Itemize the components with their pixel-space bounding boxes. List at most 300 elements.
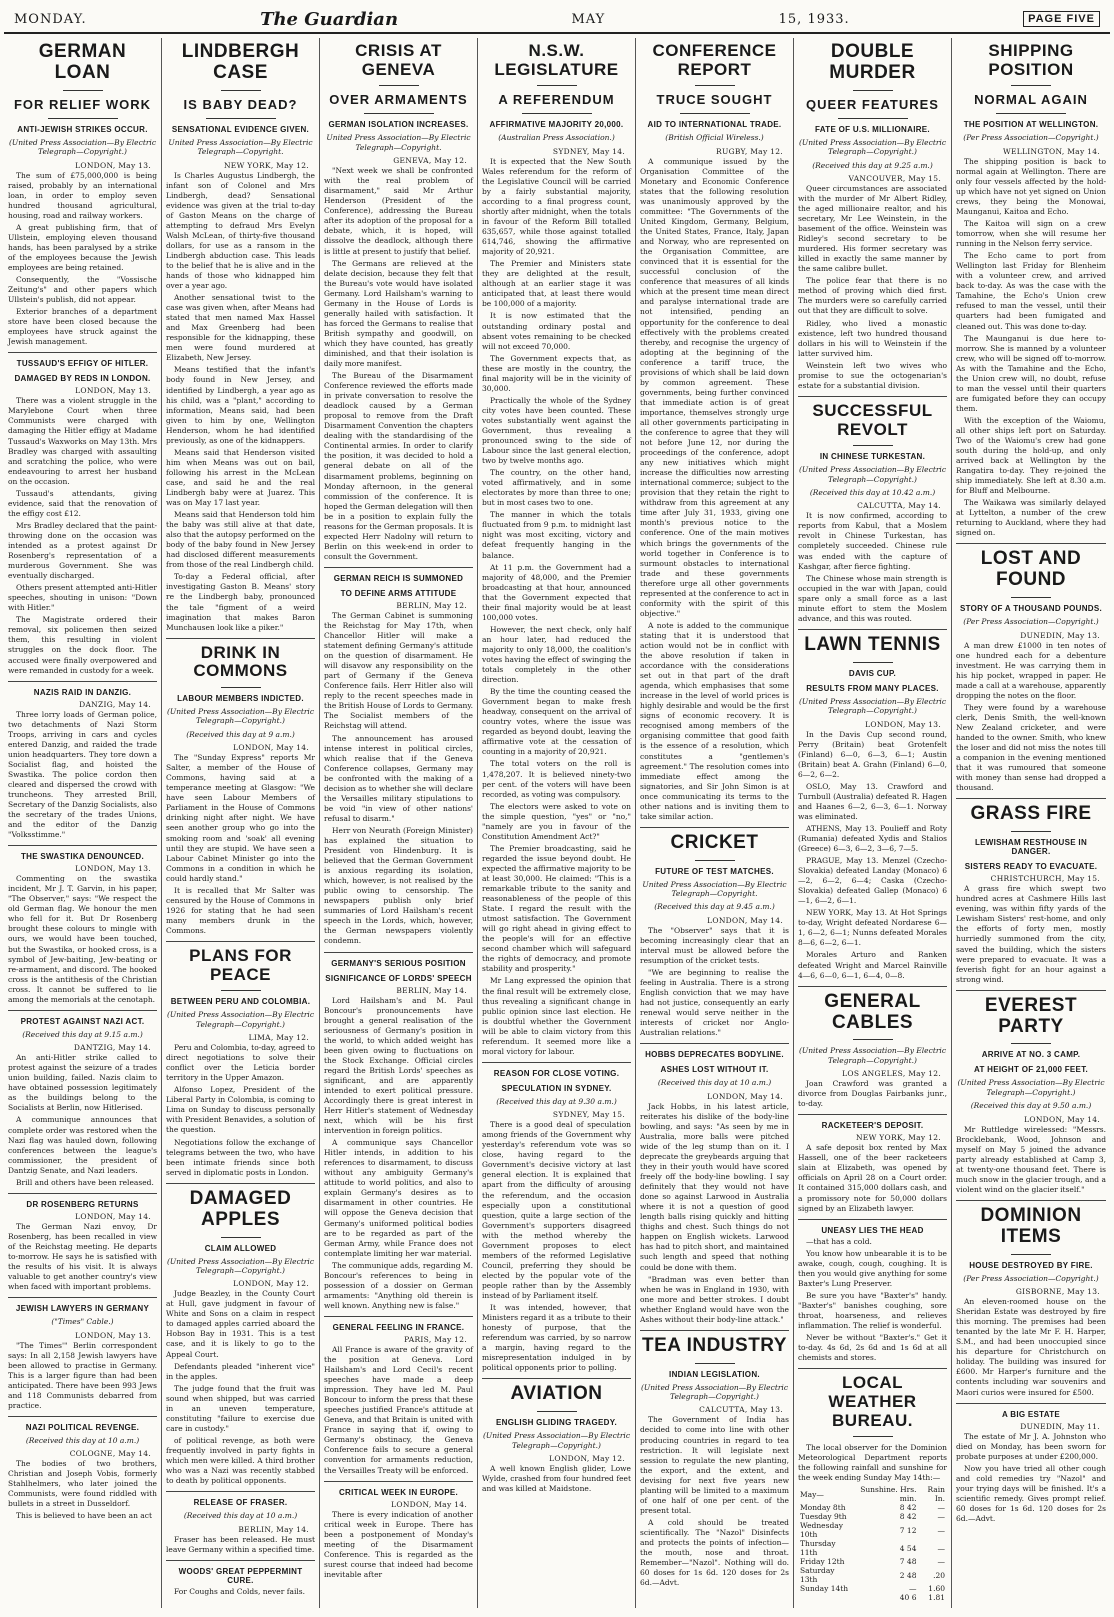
headline-divider [221,90,261,91]
weather-cell: 2 48 [899,1570,917,1580]
story-subhead-secondary: AFFIRMATIVE MAJORITY 20,000. [489,120,624,130]
story-paragraph: Joan Crawford was granted a divorce from Douglas Fairbanks junr., to-day. [798,1079,947,1109]
story-minihead: A BIG ESTATE [1001,1409,1061,1419]
weather-cell: 7 12 [899,1525,917,1535]
story-credit: (United Press Association—By Electric Telegraph—Copyright.) [798,137,947,157]
story-paragraph: A well known English glider, Lowe Wylde, crashed from four hundred feet and was killed at Maidstone. [482,1464,631,1494]
story-headline: CRISIS AT GENEVA [355,41,442,79]
story-dateline: DUNEDIN, May 11. [1020,1421,1100,1431]
weather-cell: — [937,1525,945,1535]
news-story [324,1481,473,1580]
story-minihead-secondary: SIGNIFICANCE OF LORDS' SPEECH [325,973,472,983]
weather-cell: Thursday 11th [800,1539,836,1558]
story-paragraph: The Premier and Ministers state they are delighted at the result, although at an earlier stage it was anticipated that, at least there would be 100,000 of a majority. [482,259,631,309]
headline-divider [1011,831,1051,832]
news-column [162,38,320,1608]
story-paragraph: They were found by a warehouse clerk, Denis Smith, the well-known New Zealand cricketer, and were handed to the owner. Smith, who knew the loser and did not miss the notes till a companion in the evening mentioned that it was rumoured that someone with money than sense had dropped a thousand. [956,702,1106,793]
story-paragraph: —that has a cold. [806,1236,872,1246]
story-paragraph: The Government of India has decided to come into line with other producing countries in regard to tea restriction. It will legislate next session to regulate the new planting, the export, and the extent, and devising for next five years new planting will be limited to a maximum of one half of one per cent. of the present total. [640,1415,789,1515]
news-story [166,1560,315,1597]
weather-row [798,1557,947,1566]
story-dateline: LONDON, May 13. [75,864,151,874]
story-divider [166,941,315,942]
news-story [166,941,315,1178]
news-story [482,1062,631,1374]
story-paragraph: Negotiations follow the exchange of telegrams between the two, who have been intimate friends since both served in diplomatic posts in London. [166,1137,315,1177]
story-subhead: IS BABY DEAD? [183,96,298,112]
story-credit: (United Press Association—By Electric Telegraph—Copyright.) [798,465,947,484]
story-divider [324,1316,473,1317]
story-paragraph: Another sensational twist to the case was given when, after Means had stated that men named Max Hassel and Max Greenberg had been responsible for the kidnapping, these men were found murdered at Elizabeth, New Jersey. [166,293,315,363]
headline-divider [63,90,103,91]
story-divider [798,1114,947,1115]
story-divider [798,1219,947,1220]
story-dateline: COLOGNE, May 14. [69,1449,151,1459]
story-headline: DOUBLE MURDER [829,41,916,83]
story-minihead: UNEASY LIES THE HEAD [821,1225,924,1235]
story-paragraph: Means said that Henderson visited him when Means was out on bail, following his arrest in the McLean case, and said he and the real Lindbergh baby were at Juarez. This was on May 17 last year. [166,447,315,508]
weather-cell: 1.81 [928,1593,945,1603]
story-dateline: CHRISTCHURCH, May 15. [990,874,1100,884]
story-paragraph: An eleven-roomed house on the Sheridan Estate was destroyed by fire this morning. The premises had been tenanted by the late Mr F. H. Harper, S.M., and had been unoccupied since his departure for Christchurch on holiday. The building was insured for £600. Mr Harper's furniture and the contents including war souvenirs and Maori curios were insured for £500. [956,1297,1106,1397]
news-story [166,1491,315,1554]
weather-cell: — [937,1512,945,1522]
news-story [8,1297,157,1411]
story-subhead: TRUCE SOUGHT [656,92,773,108]
story-paragraph: Ridley, who lived a monastic existence, left two hundred thousand dollars in his will to Weinstein if the latter survived him. [798,318,947,358]
headline-divider [695,860,735,861]
story-credit: (United Press Association—By Electric Telegraph—Copyright.) [166,707,315,726]
story-paragraph: The local observer for the Dominion Meteorological Department reports the following rainfall and sunshine for the week ending Sunday May 14th:— [798,1443,947,1483]
news-story [166,638,315,936]
weather-cell: Sunshine. Hrs. min. [860,1485,917,1504]
story-paragraph: The "Observer" says that it is becoming increasingly clear that an interval must be allowed before the resumption of the cricket tests. [640,925,789,965]
story-divider [798,629,947,630]
news-story [798,986,947,1110]
story-credit: (Per Press Association—Copyright.) [963,1273,1099,1283]
story-divider [956,1200,1106,1201]
story-paragraph: Weinstein left two wives who promise to sue the octogenarian's estate for a substantial division. [798,360,947,390]
story-dateline: LOS ANGELES, May 12. [842,1069,941,1079]
story-paragraph: It was intended, however, that Ministers regard it as a tribute to their honesty of purpose, that the referendum was carried, by so narrow a margin, having regard to the misrepresentation indulged in by political opponents prior to polling. [482,1303,631,1373]
story-subhead-secondary: LABOUR MEMBERS INDICTED. [177,694,304,704]
story-paragraph: A safe deposit box rented by Max Hassell, one of the beer racketeers slain at Elizabeth, was opened by officials on April 28 on a Court order. It contained 315,000 dollars cash, and a promissory note for 50,000 dollars signed by an Elizabeth lawyer. [798,1143,947,1213]
story-received-time: (Received this day at 9.25 a.m.) [812,160,933,170]
news-story [798,396,947,624]
story-dateline: NEW YORK, May 12. [223,160,309,170]
story-paragraph: Mr Ruttledge wirelessed: "Messrs. Brocklebank, Wood, Johnson and myself on May 5 joined the advance party already established at Camp 3, at twenty-one thousand feet. There is much snow in the glacier trough, and a violent wind on the glacier itself." [956,1124,1106,1194]
story-subhead-secondary: DAVIS CUP. [848,668,897,678]
story-minihead: GERMAN REICH IS SUMMONED [333,573,464,583]
story-paragraph: The Chinese whose main strength is occupied in the war with Japan, could spare only a small force as a last minute effort to stem the Moslem advance, and this was routed. [798,573,947,623]
story-paragraph: An anti-Hitler strike called to protest against the seizure of a trades union building, failed. Nazis claim to have obtained possession legitimately as the buildings belong to the Socialists at Berlin, now Hitlerised. [8,1053,157,1113]
story-credit: (Received this day at 9.15 a.m.) [22,1029,143,1039]
story-credit: (Received this day at 10 a.m.) [183,1511,298,1521]
story-minihead-secondary: ASHES LOST WITHOUT IT. [660,1065,769,1075]
news-column [636,38,794,1608]
subhead-divider [522,113,592,114]
story-credit: (United Press Association—By Electric Telegraph—Copyright.) [957,1078,1105,1097]
story-paragraph: A communique says Chancellor Hitler intends, in addition to his references to disarmament, to discuss without any ambiguity Germany's attitude to world politics, and also to explain Germany's desires as to disarmament in other countries. He will oppose the Geneva decision that Germany's uniformed political bodies are to be regarded as part of the German Army, while France does not contemplate limiting her war material. [324,1138,473,1258]
story-paragraph: The announcement has aroused intense interest in political circles, which realise that if the Geneva Conference collapses, Germany may be confronted with the making of a decision as to whether she will declare the Versailles military stipulations to be void "in view of other nations' refusal to disarm." [324,733,473,823]
story-paragraph: Consequently, the "Vossische Zeitung's" and other papers which Ullstein's publish, did not appear. [8,275,157,305]
story-paragraph: Defendants pleaded "inherent vice" in the apples. [166,1361,315,1381]
story-divider [640,827,789,828]
story-divider [166,1560,315,1561]
story-paragraph: A grass fire which swept two hundred acres at Cashmere Hills last evening, was within fifty yards of the Lewisham Sisters' rest-home, and only the efforts of forty men, mostly hurriedly summoned from the city, saved the building, which the sisters were prepared to evacuate. It was a feverish fight for an hour against a strong wind. [956,884,1106,984]
story-credit: (Australian Press Association.) [498,133,615,143]
story-headline: LAWN TENNIS [804,633,941,655]
story-paragraph: A note is added to the communique stating that it is understood that action would not be in conflict with the above resolution if taken in accordance with the considerations set out in that part of the draft agenda, which emphasises that some increase in the level of world prices is highly desirable and would be the first signs of economic recovery. It is recognised among members of the organising committee that good faith is the essence of a resolution, which constitutes a "gentlemen's agreement." The resolution comes into immediate effect among the signatories, and Sir John Simon is at once communicating its terms to the other nations and is inviting them to take similar action. [640,620,789,821]
subhead-divider [206,118,276,119]
story-headline: DRINK IN COMMONS [193,642,288,681]
headline-divider [1011,1254,1051,1255]
story-paragraph: There is a good deal of speculation among friends of the Government why yesterday's referendum vote was so close, having regard to the Government's decisive victory at last general election. It is explained that apart from the difficulty of arousing the referendum, and the occasion especially upon a constitutional question, quite a large section of the Government's supporters disagreed with the method whereby the Government proposes to elect members of the reformed Legislative Council, preferring they should be elected by the popular vote of the people rather than by the Assembly instead of by Parliament itself. [482,1120,631,1300]
story-subhead: NORMAL AGAIN [974,92,1088,108]
headline-divider [379,85,419,86]
story-paragraph: Peru and Colombia, to-day, agreed to direct negotiations to solve their conflict over the Leticia border territory in the Upper Amazon. [166,1043,315,1083]
story-divider [8,1416,157,1417]
story-dateline: DANTZIG, May 14. [73,1043,151,1053]
weather-cell: — [937,1503,945,1513]
story-credit: United Press Association—By Electric Telegraph—Copyright. [168,137,313,157]
story-subhead: OVER ARMAMENTS [329,92,468,108]
story-paragraph: The Magistrate ordered their removal, six policemen then seized them, this resulting in violent struggles on the dock floor. The accused were finally overpowered and were remanded in custody for a week. [8,615,157,675]
masthead-paper-title: The Guardian [260,8,399,30]
story-paragraph: "We are beginning to realise the feeling in Australia. There is a strong English conviction that we may have had not justice, consequently an early renewal would serve neither in the interests of cricket nor Anglo-Australian relations." [640,968,789,1038]
weather-cell: 1.60 [928,1584,945,1594]
story-dateline: LONDON, May 13. [865,719,941,729]
news-story [640,1330,789,1588]
weather-cell: — [908,1584,917,1594]
weather-cell: Friday 12th [800,1557,845,1567]
story-paragraph: Means testified that the infant's body found in New Jersey, and identified by Lindbergh, a year ago as his child, was a "plant," according to information, Means said, had been given to him by one, Wellington Henderson, whom he had identified previously, as one of the kidnappers. [166,365,315,445]
story-minihead: TUSSAUD'S EFFIGY OF HITLER. [16,359,149,369]
story-paragraph: The German Cabinet is summoning the Reichstag for May 17th, when Chancellor Hitler will make a statement defining Germany's attitude on the question of disarmament. He will disavow any responsibility on the part of Germany if the Geneva Conference fails. Herr Hitler also will reply to the recent speeches made in the British House of Lords to Germany. The Socialist members of the Reichstag will attend. [324,610,473,731]
story-minihead: CRITICAL WEEK IN EUROPE. [338,1487,459,1497]
news-story [798,42,947,391]
story-subhead: FOR RELIEF WORK [13,96,152,112]
weather-cell: Tuesday 9th [800,1512,847,1522]
story-subhead-secondary: INDIAN LEGISLATION. [669,1369,760,1379]
news-story [324,42,473,562]
story-divider [956,990,1106,991]
story-dateline: DANZIG, May 14. [79,699,151,709]
story-dateline: GISBORNE, May 13. [1015,1287,1100,1297]
story-paragraph: Herr von Neurath (Foreign Minister) has explained the situation to President von Hindenburg. It is believed that the German Government is anxious regarding its isolation, which, however, is not realised by the public owing to censorship. The newspapers publish only brief summaries of Lord Hailsham's recent speech in the Lords, which, however, the German newspapers violently condemn. [324,825,473,946]
news-column [4,38,162,1608]
story-paragraph: The Maunganui is due here to-morrow. She is manned by a volunteer crew, who will be signed off to-morrow. As with the Tamahine and the Echo, the Union crew will, no doubt, refuse to man the vessel until their quarters are fumigated before they can occupy them. [956,333,1106,413]
story-headline: GRASS FIRE [970,803,1092,825]
story-dateline: CALCUTTA, May 13. [699,1405,783,1415]
story-headline: CRICKET [670,831,759,853]
story-paragraph: Three lorry loads of German police, two detachments of Nazi Storm Troops, arriving in cars and cycles entered Danzig, and raided the trade union headquarters. They tore down a Socialist flag, and hoisted the Swastika. The police cordon then cleared and dispersed the crowd with truncheons. They arrested Brill, Secretary of the Danzig Socialists, also the secretary of the trades Unions, and the editor of the Danzig "Volksstimme." [8,709,157,840]
story-subhead-secondary: LEWISHAM RESTHOUSE IN DANGER. [974,838,1088,857]
story-subhead-secondary: SENSATIONAL EVIDENCE GIVEN. [171,124,310,134]
story-paragraph: "Bradman was even better than when he was in England in 1930, with one more and better strokes. I doubt whether England would have won the Ashes without their body-line attack." [640,1274,789,1324]
story-minihead: THE SWASTIKA DENOUNCED. [20,852,145,862]
news-story [956,543,1106,793]
masthead-month: MAY [571,11,606,27]
story-paragraph: The Kaitoa will sign on a crew tomorrow, when she will resume her running in the Nelson ferry service. [956,219,1106,249]
story-credit: (Received this day at 9.30 a.m.) [496,1096,617,1106]
subhead-divider [48,118,118,119]
story-received-time: (Received this day at 9 a.m.) [186,729,295,739]
story-paragraph: Practically the whole of the Sydney city votes have been counted. These votes substantially went against the Government, thus revealing a pronounced swing to the side of Labour since the last general election, two by twelve months ago. [482,395,631,466]
weather-cell: Monday 8th [800,1503,846,1513]
news-column [952,38,1110,1608]
story-paragraph: Jack Hobbs, in his latest article, reiterates his dislike of the body-line bowling, and says: "As seen by me in Australia, more balls were pitched wide of the leg stump than on it. I deprecate the greybeards arguing that they in their youth would have scored freely off the body-line bowling. I say definitely that they would not have done so against Larwood in Australia where it is not a question of good length balls rising quickly and hitting thighs and chest. Such things do not happen on English wickets. Larwood has had to pitch short, and maintained such length and speed that nothing could be done with them. [640,1101,789,1272]
weather-cell: 8 42 [899,1503,917,1513]
story-paragraph: The Bureau of the Disarmament Conference reviewed the efforts made in private conversation to resolve the deadlock caused by a German proposal to remove from the Draft Disarmament Convention the chapters dealing with the standardising of the Continental armies. In order to clarify the position, it was decided to hold a general debate on all of the disarmament problems, beginning on Monday afternoon, in the general commission of the conference. It is hoped the German delegation will then be in a position to explain fully the reasons for the German proposals. It is expected Herr Nadolny will return to Berlin on this week-end in order to consult the Government. [324,371,473,561]
story-dateline: GENEVA, May 12. [393,156,467,166]
story-minihead: NAZIS RAID IN DANZIG. [33,687,132,697]
story-subhead-secondary: AID TO INTERNATIONAL TRADE. [647,120,782,130]
story-paragraph: To-day a Federal official, after investigating Gaston B. Means' story re the Lindbergh baby, pronounced the tale "figment of a weird imagination that makes Baron Munchausen look like a piker." [166,572,315,632]
story-dateline: LONDON, May 13. [75,386,151,396]
story-paragraph: The Premier broadcasting, said he regarded the issue beyond doubt. He expected the affirmative majority to be at least 30,000. He claimed: "This is a remarkable tribute to the sanity and reasonableness of the people of this State. I regard the result with the utmost satisfaction. The Government will go right ahead in giving effect to the people's will for an effective second chamber which will safeguard the rights of democracy, and promote stability and prosperity." [482,843,631,974]
story-minihead-secondary: TO DEFINE ARMS ATTITUDE [340,588,457,598]
headline-divider [1011,597,1051,598]
story-paragraph: The manner in which the totals fluctuated from 9 p.m. to midnight last night was most exciting, victory and defeat frequently hanging in the balance. [482,510,631,560]
weather-row [798,1593,947,1602]
story-paragraph: The bodies of two brothers, Christian and Joseph Vobis, formerly Stahlhelmers, who later joined the Communists, were found riddled with bullets in a street in Dusseldorf. [8,1459,157,1509]
story-divider [8,1297,157,1298]
weather-row [798,1521,947,1539]
story-subhead-secondary: HOUSE DESTROYED BY FIRE. [969,1260,1093,1270]
weather-cell: 4 54 [899,1543,917,1553]
story-headline: GENERAL CABLES [824,990,921,1033]
story-dateline: SYDNEY, May 14. [552,146,625,156]
story-divider [8,845,157,846]
headline-divider [1011,85,1051,86]
news-story [8,1010,157,1188]
story-subhead-secondary: ENGLISH GLIDING TRAGEDY. [496,1418,617,1428]
story-paragraph: A man drew £1000 in ten notes of one hundred each for a debenture investment. He was carrying them in his hip pocket, wrapped in paper. He made a call at a warehouse, apparently dropping the notes on the floor. [956,640,1106,700]
story-paragraph: Commenting on the swastika incident, Mr J. T. Garvin, in his paper, "The Observer," says: "We respect the old German flag. We honour the men who fell for it. But Dr Rosenberg brought these colours to mingle with ours, we would have been touched, but the Swastika, or hooked cross, is a symbol of Jew-baiting, Jew-beating or re-armament, and discord. The hooked cross is the antithesis of the Christian cross. It cannot be suffered to lie among the memorials at the cenotaph. [8,874,157,1004]
news-story [8,1193,157,1292]
story-paragraph: Be sure you have "Baxter's" handy. "Baxter's" banishes coughing, sore throat, hoarseness, and relieves inflammation. The relief is wonderful. [798,1290,947,1330]
story-minihead: AT HEIGHT OF 21,000 FEET. [973,1065,1089,1075]
story-divider [798,396,947,397]
headline-divider [853,662,893,663]
subhead-divider [364,113,434,114]
story-minihead: RESULTS FROM MANY PLACES. [806,683,939,693]
news-columns [4,38,1110,1608]
weather-cell: 40 6 [899,1593,917,1603]
weather-row [798,1566,947,1584]
story-dateline: LONDON, May 14. [707,1091,783,1101]
story-paragraph: A great publishing firm, that of Ullstein, employing eleven thousand hands, has been paralysed by a strike of the employees because the Jewish employees are being retained. [8,222,157,272]
story-dateline: LONDON, May 14. [75,1211,151,1221]
story-paragraph: The communique adds, regarding M. Boncour's references to being in possession of a dossier on German armaments: "Anything old therein is well known. Anything new is false." [324,1260,473,1310]
story-minihead: DR ROSENBERG RETURNS [26,1199,139,1209]
story-headline: LOST AND FOUND [980,548,1082,591]
masthead-day: MONDAY. [14,11,87,27]
story-divider [8,352,157,353]
headline-divider [537,1411,577,1412]
story-paragraph: It is expected that the New South Wales referendum for the reform of the Legislative Council will be carried by a fairly substantial majority, according to a final progress count, shortly after midnight, when the totals in favour of the Reform Bill totalled 635,657, while those against totalled 614,746, showing the affirmative majority of 20,921. [482,156,631,257]
story-received-time: (Received this day at 9.50 a.m.) [970,1101,1092,1111]
story-dateline: LONDON, May 13. [75,1330,151,1340]
news-story [8,1416,157,1522]
story-paragraph: At 11 p.m. the Government had a majority of 48,000, and the Premier broadcasting at that hour, announced that the Government expected that their final majority would be at least 100,000 votes. [482,562,631,622]
story-divider [956,798,1106,799]
story-credit: (United Press Association—By Electric Telegraph—Copyright.) [8,137,157,157]
story-credit: (Received this day at 10 a.m.) [657,1078,772,1088]
story-paragraph: The judge found that the fruit was sound when shipped, but was carried in an uneven temperature, constituting "failure to exercise due care in custody." [166,1383,315,1433]
story-paragraph: The total voters on the roll is 1,478,207. It is believed ninety-two per cent. of the voters will have been recorded, as voting was compulsory. [482,759,631,799]
weather-row [798,1584,947,1593]
story-paragraph: Lord Hailsham's and M. Paul Boncour's pronouncements have brought a general realisation of the seriousness of Germany's position in the world, to which added weight has been given owing to fluctuations on the Stock Exchange. Official circles regard the British Lords' speeches as significant, and are apparently intended to exert political pressure. Accordingly there is great interest in Herr Hitler's statement of Wednesday next, which will be his first intervention in foreign politics. [324,995,473,1136]
story-headline: DAMAGED APPLES [189,1187,292,1230]
news-story [324,952,473,1311]
story-dateline: LONDON, May 13. [75,160,151,170]
story-minihead: GENERAL FEELING IN FRANCE. [332,1322,465,1332]
subhead-divider [996,113,1066,114]
story-divider [482,1062,631,1063]
story-paragraph: PRAGUE, May 13. Menzel (Czecho-Slovakia) defeated Landay (Monaco) 6—2, 6—2, 6—4; Caska (Czecho-Slovakia) defeated Gallep (Monaco) 6—1, 6—2, 6—1. [798,856,947,906]
story-headline: N.S.W. LEGISLATURE [494,41,619,79]
story-credit: (Per Press Association—Copyright.) [963,133,1099,143]
news-story [8,352,157,675]
story-paragraph: OSLO, May 13. Crawford and Turnbull (Australia) defeated R. Hagen and Haanes 6—2, 6—3, 6—1. Norway was eliminated. [798,781,947,821]
story-paragraph: The Germans are relieved at the delate decision, because they felt that the Bureau's vote would have isolated Germany. Lord Hailsham's warning to Germany in the House of Lords is generally hailed with satisfaction. It has forced the Germans to realise that British sympathy and goodwill, on which they have counted, has greatly diminished, and that their isolation is daily more manifest. [324,258,473,369]
story-divider [8,1010,157,1011]
story-credit: (British Official Wireless.) [665,133,764,143]
weather-cell: Saturday 13th [800,1566,835,1585]
story-dateline: BERLIN, May 14. [396,985,467,995]
story-paragraph: Alfonso Lopez, President of the Liberal Party in Colombia, is coming to Lima on Sunday to discuss personally with President Benavides, a solution of the question. [166,1085,315,1135]
weather-cell: .20 [933,1570,945,1580]
story-subhead-secondary: CLAIM ALLOWED [204,1243,277,1253]
story-divider [166,638,315,639]
story-headline: SHIPPING POSITION [988,41,1074,79]
story-paragraph: However, the next check, only half an hour later, had reduced the majority to only 18,000, the coalition's votes having the effect of swinging the totals completely in the other direction. [482,624,631,685]
weather-row [798,1512,947,1521]
story-dateline: LIMA, May 12. [248,1033,309,1043]
story-subhead-secondary: ANTI-JEWISH STRIKES OCCUR. [17,124,148,134]
story-paragraph: "Next week we shall be confronted with the real problem of disarmament," said Mr Arthur Henderson (President of the Conference), addressing the Bureau after its adoption of the proposal for a debate, which, it is hoped, will dissolve the deadlock, although there is little at present to justify that belief. [324,166,473,256]
story-divider [8,681,157,682]
weather-cell [798,1593,856,1602]
news-story [8,681,157,841]
story-subhead-secondary: BETWEEN PERU AND COLOMBIA. [170,997,311,1007]
weather-row [798,1485,947,1503]
story-credit: ("Times" Cable.) [51,1317,114,1327]
news-story [956,798,1106,984]
news-story [482,1378,631,1494]
subhead-divider [838,118,908,119]
story-headline: TEA INDUSTRY [642,1334,787,1356]
headline-divider [853,90,893,91]
weather-row [798,1539,947,1557]
weather-cell: Wednesday 10th [800,1521,843,1540]
story-dateline: NEW YORK, May 12. [855,1133,941,1143]
story-minihead: RACKETEER'S DEPOSIT. [821,1121,924,1131]
weather-cell: May— [800,1489,824,1499]
headline-divider [221,990,261,991]
news-column [478,38,636,1608]
story-paragraph: Fraser has been released. He must leave Germany within a specified time. [166,1534,315,1554]
news-story [166,1183,315,1486]
weather-cell: — [937,1557,945,1567]
story-headline: SUCCESSFUL REVOLT [812,400,933,439]
story-subhead-secondary: ARRIVE AT NO. 3 CAMP. [981,1050,1081,1060]
story-subhead-secondary: GERMAN ISOLATION INCREASES. [328,120,469,130]
news-story [8,42,157,347]
news-story [324,1316,473,1476]
story-divider [798,1368,947,1369]
story-paragraph: In the Davis Cup second round, Perry (Britain) beat Grotenfelt (Finland) 6—0, 6—3, 6—1; Austin (Britain) beat A. Grahn (Finland) 6—0, 6—2, 6—2. [798,729,947,779]
story-paragraph: Mr Lang expressed the opinion that the final result will be extremely close, thus revealing a significant change in public opinion since last election. He is doubtful whether the Government will be able to claim victory from this referendum. It seemed more like a moral victory for labour. [482,976,631,1056]
story-dateline: WELLINGTON, May 14. [1002,146,1100,156]
masthead [4,6,1110,34]
weather-cell: — [937,1543,945,1553]
story-paragraph: With the exception of the Waiomu, all other ships left port on Saturday. Two of the Waiomu's crew had gone south during the hold-up, and only arrived back at Wellington by the Rangatira to-day. They re-joined the ship immediately. She left at 8.30 a.m. for Bluff and Melbourne. [956,415,1106,496]
news-story [798,1368,947,1602]
weather-cell: Sunday 14th [800,1584,849,1594]
story-minihead: PROTEST AGAINST NAZI ACT. [20,1016,145,1026]
story-paragraph: ATHENS, May 13. Poulieff and Roty (Rumania) defeated Xydis and Stalios (Greece) 6—3, 6—2, 3—6, 7—5. [798,823,947,854]
news-story [956,1200,1106,1398]
headline-divider [1011,1043,1051,1044]
story-paragraph: The country, on the other hand, voted affirmatively, and in some electorates by more than three to one; but in most cases two to one. [482,468,631,508]
story-received-time: (Received this day at 9.45 a.m.) [654,902,775,912]
story-credit: (United Press Association—By Electric Telegraph—Copyright.) [798,696,947,716]
story-divider [640,1043,789,1044]
story-dateline: LONDON, May 12. [549,1454,625,1464]
news-story [640,1043,789,1324]
headline-divider [221,687,261,688]
news-column [794,38,952,1608]
story-subhead-secondary: THE POSITION AT WELLINGTON. [963,120,1099,130]
story-paragraph: Mrs Bradley declared that the paint-throwing done on the occasion was intended as a protest against Dr Rosenberg's representation of a murderous Government. She was eventually discharged. [8,520,157,581]
story-paragraph: The "Sunday Express" reports Mr Salter, a member of the House of Commons, having said at a temperance meeting at Glasgow: "We have seen Labour Members of Parliament in the House of Commons drinking night after night. We have seen another group who go into the smoking room and 'soak' all evening until they are stupid. We have seen a Labour Cabinet Minister go into the Commons in a condition in which he could hardly stand." [166,753,315,883]
story-minihead: WOODS' GREAT PEPPERMINT CURE. [178,1566,303,1585]
news-story [956,42,1106,538]
story-divider [324,567,473,568]
news-story [956,990,1106,1195]
story-divider [8,1193,157,1194]
headline-divider [537,85,577,86]
story-paragraph: The estate of Mr J. A. Johnston who died on Monday, has been sworn for probate purposes at under £200,000. [956,1431,1106,1461]
story-minihead: JEWISH LAWYERS IN GERMANY [15,1304,150,1314]
headline-divider [853,445,893,446]
story-paragraph: The shipping position is back to normal again at Wellington. There are only four vessels affected by the hold-up which have not yet signed on Union crews, they being the Monowai, Maunganui, Kaitoa and Echo. [956,156,1106,216]
story-paragraph: The Echo came to port from Wellington last Friday for Blenheim with a volunteer crew, and arrived back to-day. As was the case with the Tamahine, the Echo's Union crew refused to man the vessel, until their quarters had been fumigated and cleaned out. This was done to-day. [956,251,1106,331]
story-divider [956,1403,1106,1404]
story-paragraph: Tussaud's attendants, giving evidence, said that the renovation of the effigy cost £12. [8,488,157,518]
story-credit: (United Press Association—By Electric Telegraph—Copyright.) [166,1256,315,1275]
weather-cell: Rain In. [927,1485,945,1504]
story-paragraph: The electors were asked to vote on the simple question, "yes" or "no," "namely are you in favour of the Constitution Amendment Act?" [482,801,631,841]
story-paragraph: Exterior branches of a department store have been closed because the employees have struck against the Jewish management. [8,307,157,347]
story-paragraph: There is every indication of another critical week in Europe. There has been a postponement of Monday's meeting of the Disarmament Conference. This is regarded as the surest course that indeed had become inevitable after [324,1509,473,1579]
story-dateline: LONDON, May 14. [707,915,783,925]
story-subhead: A REFERENDUM [498,92,615,108]
subhead-divider [680,113,750,114]
story-received-time: (Received this day at 10.42 a.m.) [809,487,936,497]
story-credit: (Received this day at 10 a.m.) [25,1435,140,1445]
story-subhead-secondary: IN CHINESE TURKESTAN. [819,452,926,462]
story-subhead: QUEER FEATURES [806,96,939,112]
masthead-date: 15, 1933. [778,11,850,27]
story-paragraph: The German Nazi envoy, Dr Rosenberg, has been recalled in view of the Reichstag meeting. He departs to-morrow. He says he is satisfied with the results of his visit. It is always valuable to get another country's view when faced with important problems. [8,1221,157,1292]
news-story [324,567,473,947]
story-paragraph: "The Times'" Berlin correspondent says: In all 2,158 Jewish lawyers have been allowed to practise in Germany. This is a larger figure than had been anticipated. There have been 993 Jews and 118 Communists debarred from practice. [8,1340,157,1410]
story-headline: CONFERENCE REPORT [652,41,777,79]
